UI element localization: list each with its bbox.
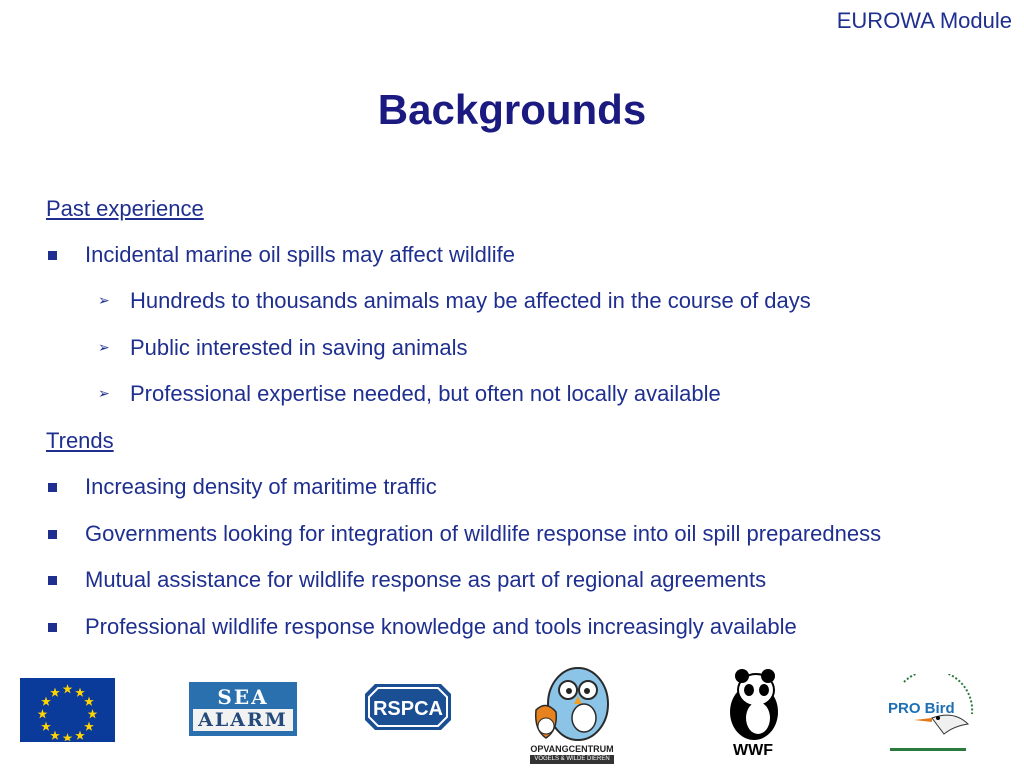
sub-bullet-item: Professional expertise needed, but often not locally available <box>130 381 721 406</box>
section-heading-trends: Trends <box>46 428 114 453</box>
sea-alarm-band <box>193 709 293 731</box>
sea-alarm-line1: SEA <box>217 685 269 709</box>
pro-bird-logo <box>884 674 976 756</box>
partner-logos <box>0 660 1024 768</box>
bullet-item: Professional wildlife response knowledge and tools increasingly available <box>85 614 797 639</box>
bullet-item: Mutual assistance for wildlife response as part of regional agreements <box>85 567 767 592</box>
section-heading-past-experience: Past experience <box>46 196 204 221</box>
bullet-item: Governments looking for integration of wildlife response into oil spill preparedness <box>85 521 882 546</box>
wwf-text: WWF <box>733 742 773 759</box>
square-bullet-icon <box>48 251 57 260</box>
bullet-item: Incidental marine oil spills may affect wildlife <box>85 242 515 267</box>
wwf-logo <box>722 668 784 760</box>
square-bullet-icon <box>48 483 57 492</box>
panda-icon <box>722 668 784 742</box>
slide-title: Backgrounds <box>377 86 647 133</box>
eu-flag-icon <box>20 678 115 742</box>
owl-caption: OPVANGCENTRUM <box>530 744 614 754</box>
arrow-bullet-icon: ➢ <box>98 339 110 355</box>
square-bullet-icon <box>48 576 57 585</box>
sea-alarm-logo <box>189 682 297 736</box>
module-label: EUROWA Module <box>836 8 1012 33</box>
square-bullet-icon <box>48 530 57 539</box>
pro-bird-text: PRO Bird <box>888 700 955 717</box>
opvangcentrum-logo <box>526 660 618 768</box>
bullet-item: Increasing density of maritime traffic <box>85 474 437 499</box>
arrow-bullet-icon: ➢ <box>98 292 110 308</box>
arrow-bullet-icon: ➢ <box>98 385 110 401</box>
owl-icon <box>526 660 618 744</box>
rspca-text: RSPCA <box>372 698 444 720</box>
sub-bullet-item: Hundreds to thousands animals may be affected in the course of days <box>130 288 811 313</box>
owl-subcaption: VOGELS & WILDE DIEREN <box>530 755 614 764</box>
sea-alarm-line2: ALARM <box>198 709 288 731</box>
square-bullet-icon <box>48 623 57 632</box>
sub-bullet-item: Public interested in saving animals <box>130 335 468 360</box>
rspca-logo <box>363 682 453 732</box>
